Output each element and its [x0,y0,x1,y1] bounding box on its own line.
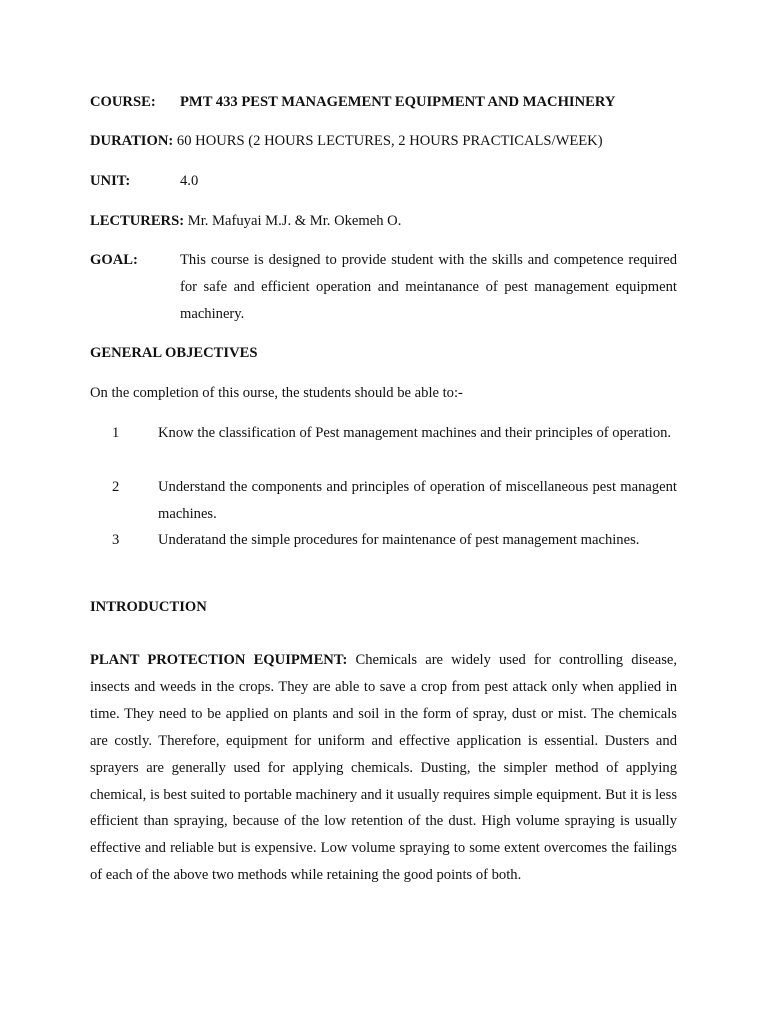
objective-number: 3 [112,532,120,548]
objective-number: 1 [112,425,120,441]
unit-value: 4.0 [180,173,199,189]
goal-label: GOAL: [90,252,138,268]
unit-row [90,168,677,195]
duration-row [90,128,677,155]
lecturers-label: LECTURERS: [90,213,185,229]
introduction-paragraph [90,647,677,889]
objective-text: Understand the components and principles of operation of miscellaneous pest managent machines. [158,479,677,522]
plant-protection-lead: PLANT PROTECTION EQUIPMENT: [90,652,348,668]
duration-value: 60 HOURS (2 HOURS LECTURES, 2 HOURS PRACTICALS/WEEK) [176,133,603,149]
course-row [90,89,677,116]
objective-text: Know the classification of Pest management machines and their principles of operation. [158,425,672,441]
general-objectives-heading: GENERAL OBJECTIVES [90,345,258,361]
lecturers-value: Mr. Mafuyai M.J. & Mr. Okemeh O. [187,213,402,229]
unit-label: UNIT: [90,173,131,189]
goal-text: This course is designed to provide student with the skills and competence required for safe and efficient operation and meintanance of pest management equipment machinery. [180,252,677,322]
course-title: PMT 433 PEST MANAGEMENT EQUIPMENT AND MACHINERY [180,94,616,110]
objectives-intro: On the completion of this ourse, the students should be able to:- [90,385,463,401]
course-label: COURSE: [90,94,156,110]
introduction-heading: INTRODUCTION [90,599,207,615]
lecturers-row [90,208,677,235]
goal-row [90,247,677,322]
introduction-body: Chemicals are widely used for controlling disease, insects and weeds in the crops. They are able to save a crop from pest attack only when applied in time. They need to be applied on plants and soil in the form of spray, dust or mist. The chemicals are costly. Therefore, equipment for uniform and effective application is essential. Dusters and sprayers are generally used for applying chemicals. Dusting, the simpler method of applying chemical, is best suited to portable machinery and it usually requires simple equipment. But it is less efficient than spraying, because of the low retention of the dust. High volume spraying is usually effective and reliable but is expensive. Low volume spraying to some extent overcomes the failings of each of the above two methods while retaining the good points of both. [90,652,677,884]
objective-number: 2 [112,479,120,495]
duration-label: DURATION: [90,133,174,149]
objective-text: Underatand the simple procedures for maintenance of pest management machines. [158,532,640,548]
